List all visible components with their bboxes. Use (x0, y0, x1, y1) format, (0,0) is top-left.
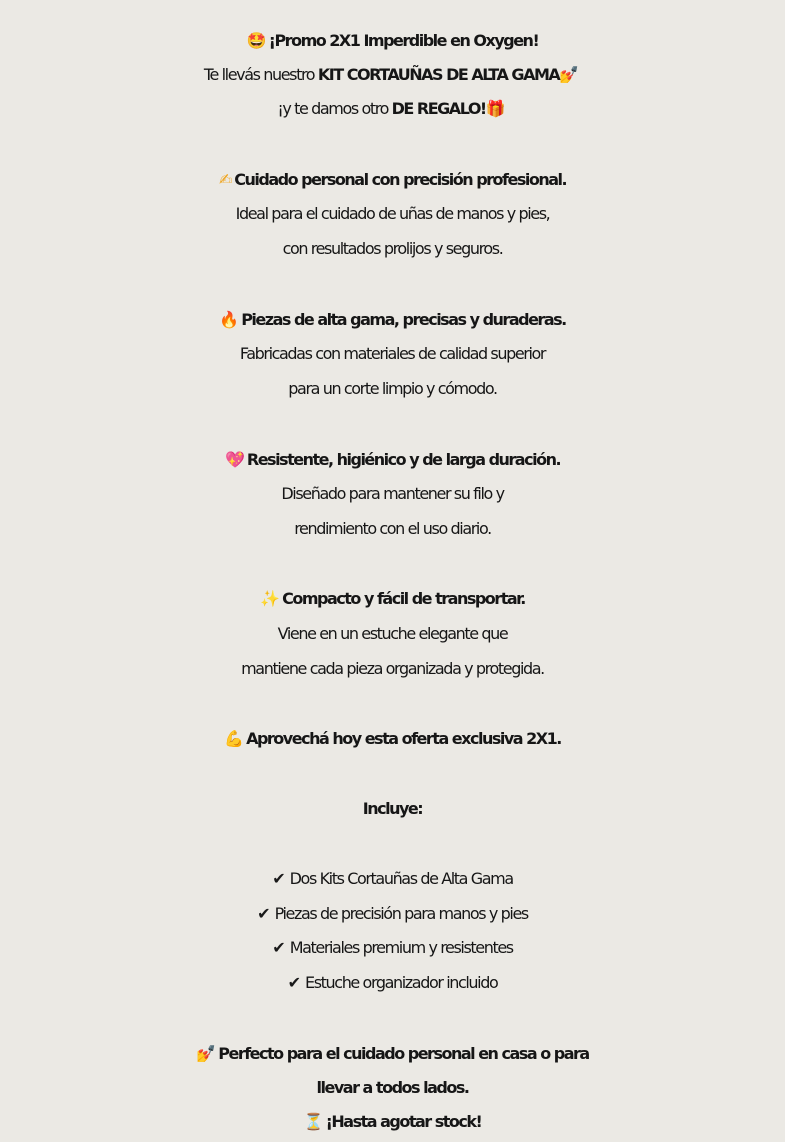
check-mark-icon: ✔ (287, 973, 302, 992)
closing-line-1-text: Perfecto para el cuidado personal en casa o para (218, 1044, 589, 1063)
fire-icon: 🔥 (219, 310, 240, 329)
offer-text: Aprovechá hoy esta oferta exclusiva 2X1. (246, 729, 561, 748)
feature-line: con resultados prolijos y seguros. (282, 239, 503, 258)
promo-headline (0, 24, 785, 58)
feature-title (0, 163, 785, 197)
feature-line: rendimiento con el uso diario. (294, 519, 491, 538)
feature-title (0, 303, 785, 337)
sparkles-icon: ✨ (260, 589, 281, 608)
includes-item-text: Materiales premium y resistentes (289, 938, 513, 957)
writing-hand-icon: ✍ (218, 170, 233, 189)
feature-title-text: Resistente, higiénico y de larga duración. (246, 450, 561, 469)
promo-line-2 (0, 58, 785, 92)
includes-item (0, 897, 785, 931)
feature-line: Viene en un estuche elegante que (277, 624, 508, 643)
check-mark-icon: ✔ (272, 869, 286, 888)
promo-line-3-text: ¡y te damos otro (277, 99, 392, 118)
nail-polish-icon: 💅 (559, 65, 580, 84)
sparkling-heart-icon: 💖 (224, 450, 245, 469)
closing-line-3 (0, 1105, 785, 1139)
feature-line: Ideal para el cuidado de uñas de manos y pies, (235, 204, 550, 223)
closing-line-3-text: ¡Hasta agotar stock! (325, 1112, 482, 1131)
includes-item (0, 862, 785, 896)
feature-title-text: Piezas de alta gama, precisas y duraderas. (241, 310, 566, 329)
includes-item-text: Estuche organizador incluido (305, 973, 498, 992)
feature-title-text: Cuidado personal con precisión profesional. (234, 170, 567, 189)
star-struck-icon: 🤩 (246, 31, 267, 50)
feature-title (0, 443, 785, 477)
feature-title (0, 582, 785, 616)
headline-text: ¡Promo 2X1 Imperdible en Oxygen! (268, 31, 539, 50)
includes-item-text: Dos Kits Cortauñas de Alta Gama (289, 869, 513, 888)
closing-line-2: llevar a todos lados. (316, 1078, 469, 1097)
promo-line-2-bold: KIT CORTAUÑAS DE ALTA GAMA (317, 65, 560, 84)
check-mark-icon: ✔ (272, 938, 286, 957)
promo-line-3 (0, 92, 785, 126)
promo-line-3-bold: DE REGALO! (391, 99, 486, 118)
offer-line (0, 722, 785, 756)
includes-item (0, 966, 785, 1000)
feature-line: mantiene cada pieza organizada y protegida. (241, 659, 544, 678)
feature-line: para un corte limpio y cómodo. (288, 379, 497, 398)
gift-icon: 🎁 (485, 99, 506, 118)
feature-line: Fabricadas con materiales de calidad superior (239, 344, 546, 363)
promo-line-2-text: Te llevás nuestro (203, 65, 318, 84)
hourglass-icon: ⏳ (303, 1112, 324, 1131)
feature-line: Diseñado para mantener su filo y (281, 484, 504, 503)
feature-title-text: Compacto y fácil de transportar. (282, 589, 525, 608)
includes-item-text: Piezas de precisión para manos y pies (274, 904, 528, 923)
check-mark-icon: ✔ (257, 904, 271, 923)
nail-polish-icon: 💅 (196, 1044, 217, 1063)
includes-title: Incluye: (362, 799, 423, 818)
includes-item (0, 931, 785, 965)
closing-line-1 (0, 1037, 785, 1071)
flexed-biceps-icon: 💪 (224, 729, 245, 748)
